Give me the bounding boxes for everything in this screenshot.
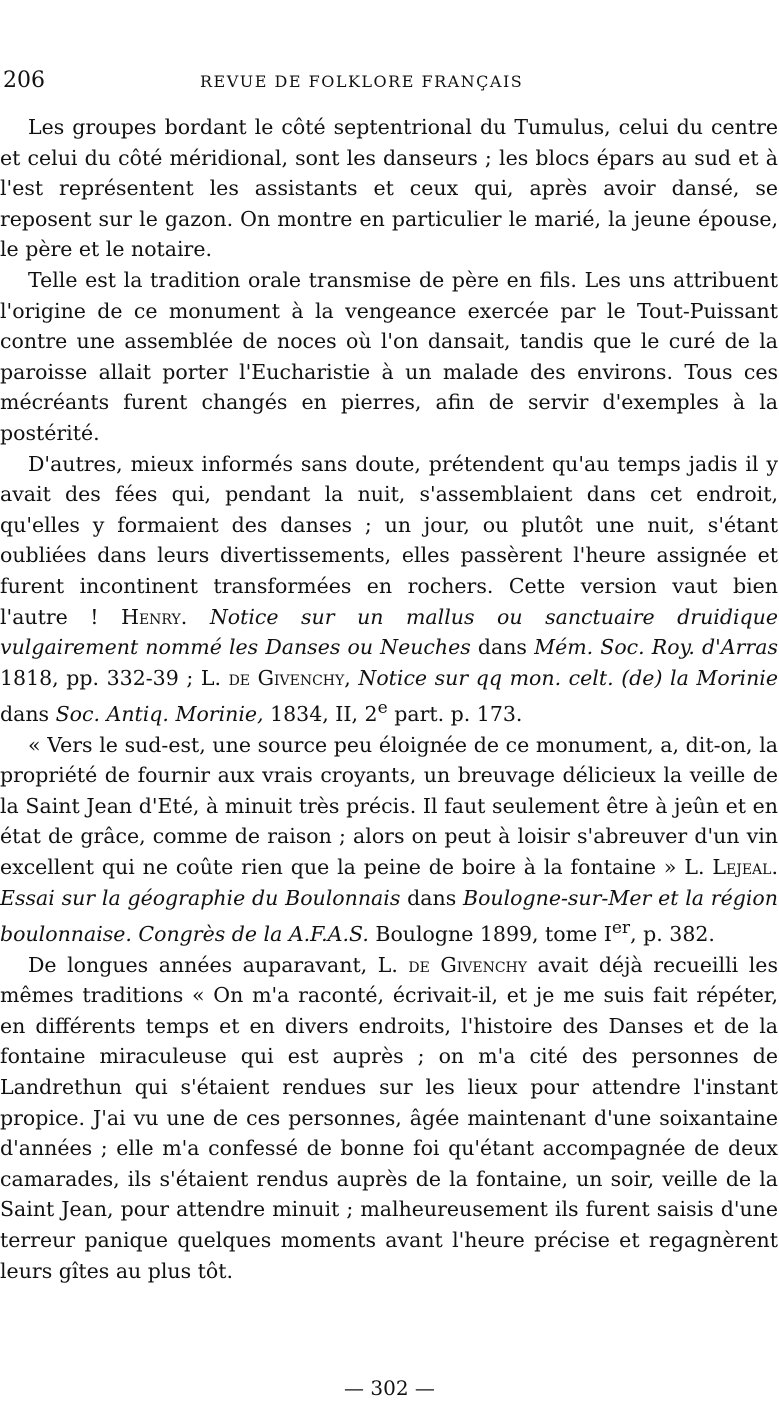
citation-author-givenchy-2: de Givenchy <box>408 952 528 977</box>
paragraph-4-text: « Vers le sud-est, une source peu éloignée de ce monument, a, dit-on, la propriété de fournir aux vrais croyants, un breuvage délicieux la veille de la Saint Jean d'Eté, à minuit très précis. Il faut seulement être à jeûn et en état de grâce, comme de raison ; alors on peut à loisir s'abreuver d'un vin excellent qui ne coûte rien que la peine de boire à la fontaine » L. <box>0 732 778 880</box>
citation-in-1: dans <box>477 635 527 660</box>
page-header <box>0 66 779 96</box>
paragraph-2: Telle est la tradition orale transmise de père en fils. Les uns attribuent l'origine de ce monument à la vengeance exercée par le Tout-Puissant contre une assemblée de noces où l'on dansait, tandis que le curé de la paroisse allait porter l'Eucharistie à un malade des environs. Tous ces mécréants furent changés en pierres, afin de servir d'exemples à la postérité. <box>0 267 778 445</box>
footer-page-number: — 302 — <box>344 1376 435 1400</box>
citation-author-henry: Henry. <box>121 604 188 629</box>
running-title: REVUE DE FOLKLORE FRANÇAIS <box>200 72 524 91</box>
citation-journal-arras: Mém. Soc. Roy. d'Arras <box>534 635 778 660</box>
citation-journal-boulogne: Boulogne-sur-Mer et la région boulonnaise. Congrès de la A.F.A.S. <box>0 885 778 947</box>
citation-title-essai: Essai sur la géographie du Boulonnais <box>0 885 401 910</box>
body-text <box>0 112 778 1286</box>
citation-ref-3a: Boulogne 1899, tome I <box>375 922 612 947</box>
page-number: 206 <box>3 68 45 93</box>
citation-ref-2-sup: e <box>377 698 388 719</box>
paragraph-5-lead: De longues années auparavant, L. <box>28 952 398 977</box>
citation-ref-2a: 1834, II, 2 <box>270 702 378 727</box>
paragraph-5 <box>0 950 778 1287</box>
citation-ref-1: 1818, pp. 332-39 ; L. <box>0 665 221 690</box>
citation-author-givenchy: de Givenchy, <box>228 665 351 690</box>
page-footer <box>0 1374 779 1402</box>
citation-in-3: dans <box>407 885 457 910</box>
paragraph-3-text: D'autres, mieux informés sans doute, prétendent qu'au temps jadis il y avait des fées qui, pendant la nuit, s'assemblaient dans cet endroit, qu'elles y formaient des danses ; un jour, ou plutôt une nuit, s'étant oubliées dans leurs divertissements, elles passèrent l'heure assignée et furent incontinent transformées en rochers. Cette version vaut bien l'autre ! <box>0 451 778 629</box>
paragraph-3 <box>0 449 778 730</box>
citation-journal-morinie: Soc. Antiq. Morinie, <box>55 702 264 727</box>
paragraph-1: Les groupes bordant le côté septentrional du Tumulus, celui du centre et celui du côté méridional, sont les danseurs ; les blocs épars au sud et à l'est représentent les assistants et ceux qui, après avoir dansé, se reposent sur le gazon. On montre en particulier le marié, la jeune épouse, le père et le notaire. <box>0 115 778 262</box>
citation-in-2: dans <box>0 702 50 727</box>
citation-ref-3b: , p. 382. <box>630 922 715 947</box>
citation-ref-3-sup: er <box>611 918 631 939</box>
citation-author-lejeal: Lejeal. <box>712 855 778 880</box>
citation-title-morinie: Notice sur qq mon. celt. (de) la Morinie <box>358 665 778 690</box>
paragraph-5-text: avait déjà recueilli les mêmes traditions « On m'a raconté, écrivait-il, et je me suis fait répéter, en différents temps et en divers endroits, l'histoire des Danses et de la fontaine miraculeuse qui est auprès ; on m'a cité des personnes de Landrethun qui s'étaient rendues sur les lieux pour attendre l'instant propice. J'ai vu une de ces personnes, âgée maintenant d'une soixantaine d'années ; elle m'a confessé de bonne foi qu'étant accompagnée de deux camarades, ils s'étaient rendus auprès de la fontaine, un soir, veille de la Saint Jean, pour attendre minuit ; malheureusement ils furent saisis d'une terreur panique quelques moments avant l'heure précise et regagnèrent leurs gîtes au plus tôt. <box>0 952 778 1283</box>
paragraph-4 <box>0 730 778 950</box>
citation-ref-2b: part. p. 173. <box>394 702 523 727</box>
citation-title-mallus: Notice sur un mallus ou sanctuaire druidique vulgairement nommé les Danses ou Neuches <box>0 604 778 660</box>
